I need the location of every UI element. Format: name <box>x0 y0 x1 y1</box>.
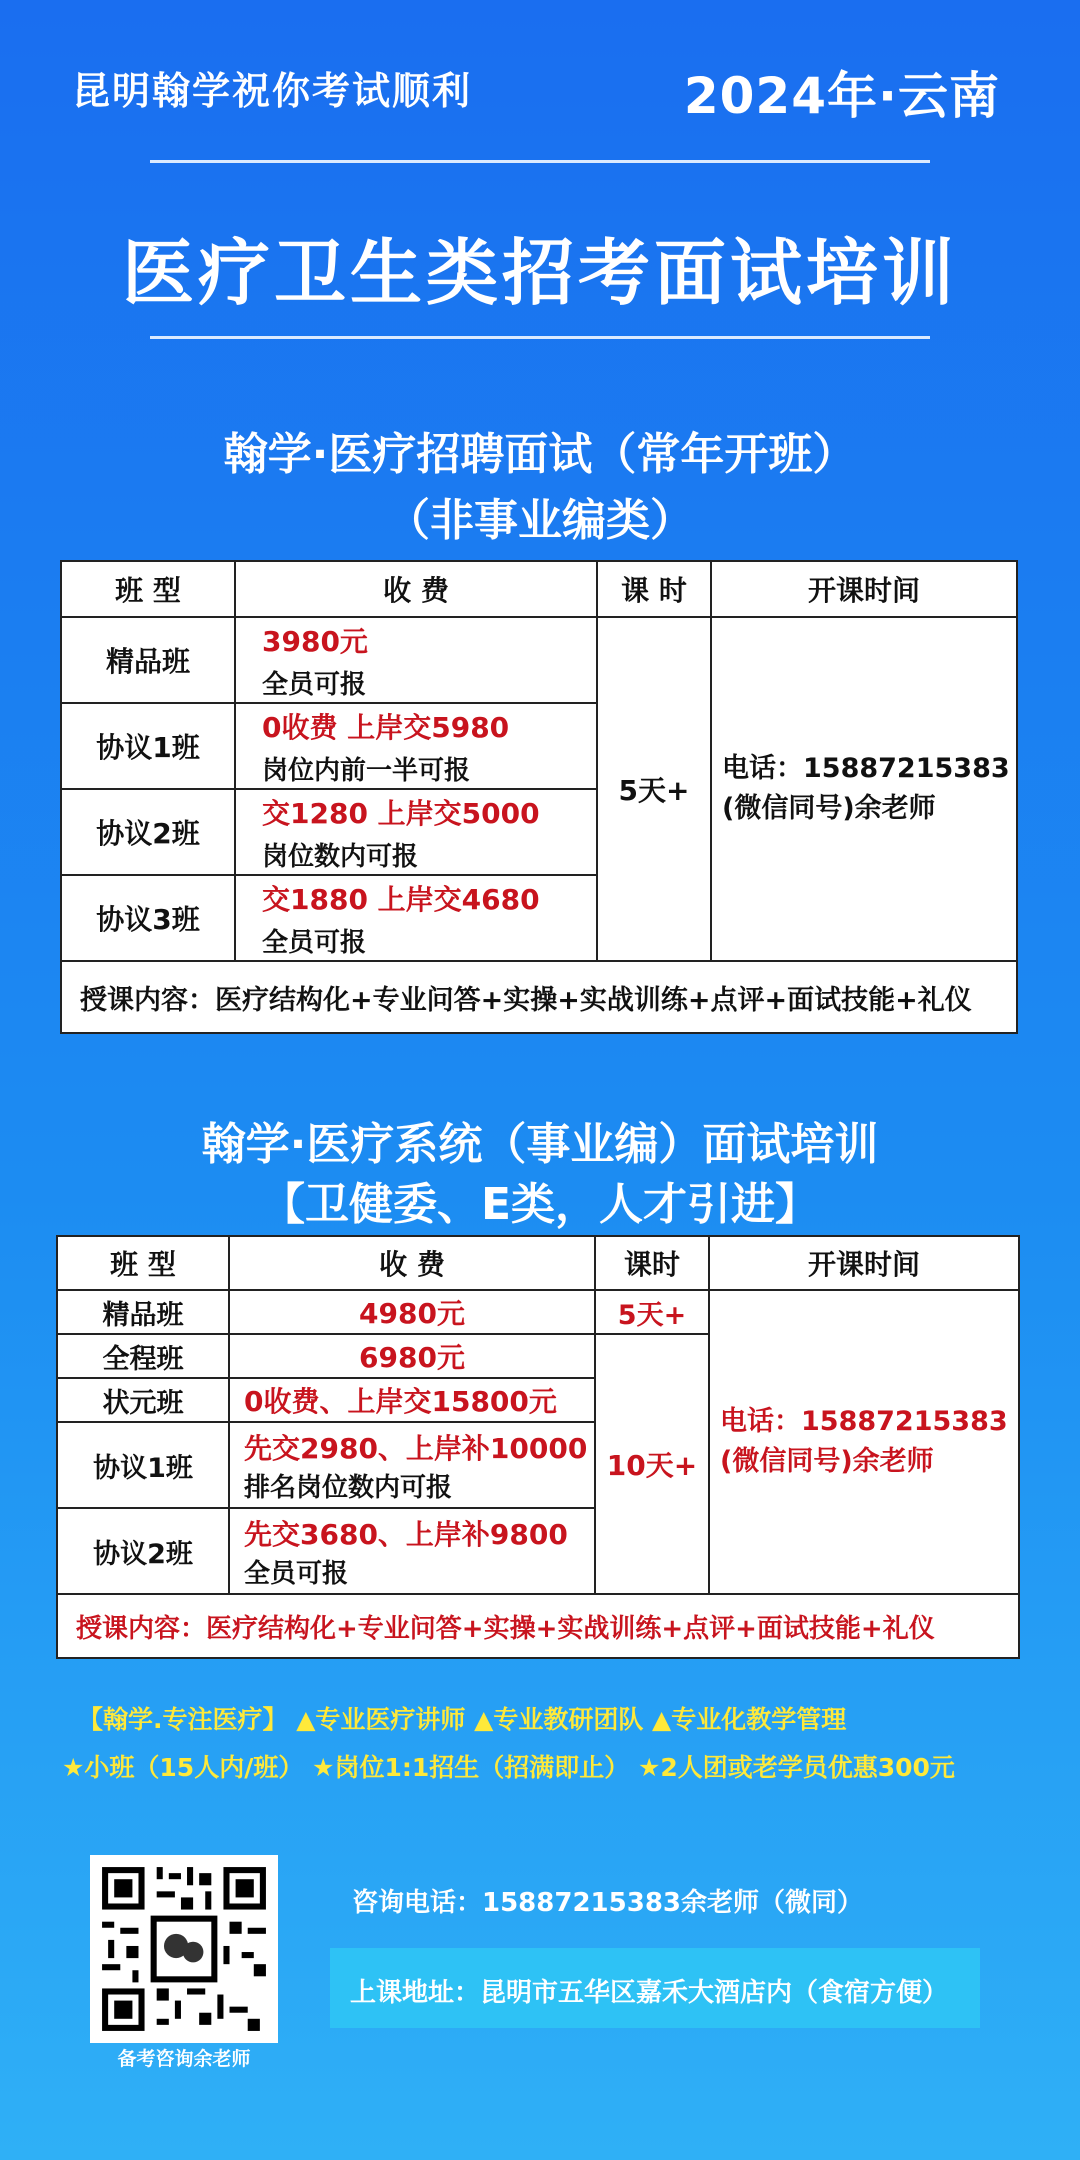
fee-main: 交1880 上岸交4680 <box>262 882 540 916</box>
class-type: 协议2班 <box>57 1508 229 1594</box>
class-type: 全程班 <box>57 1334 229 1378</box>
class-address: 上课地址：昆明市五华区嘉禾大酒店内（食宿方便） <box>350 1978 949 2008</box>
contact-wechat: (微信同号)余老师 <box>720 1446 934 1477</box>
section2-table <box>56 1235 1020 1659</box>
class-type: 协议1班 <box>57 1422 229 1508</box>
class-type: 协议1班 <box>61 703 235 789</box>
table-row <box>61 617 1017 703</box>
fee-main: 0收费 上岸交5980 <box>262 710 510 744</box>
header-fee: 收 费 <box>235 561 597 617</box>
contact-cell <box>711 617 1017 961</box>
contact-cell <box>709 1290 1019 1594</box>
qr-code <box>90 1855 278 2043</box>
fee-note: 全员可报 <box>262 669 367 700</box>
section2-subtitle: 【卫健委、E类，人才引进】 <box>260 1179 820 1230</box>
header-hours: 课 时 <box>597 561 711 617</box>
qr-code-pattern <box>96 1861 272 2037</box>
fee-note: 全员可报 <box>262 927 367 958</box>
table-row <box>57 1290 1019 1334</box>
features-line-1: 【翰学.专注医疗】 ▲专业医疗讲师 ▲专业教研团队 ▲专业化教学管理 <box>78 1705 847 1734</box>
slogan: 昆明翰学祝你考试顺利 <box>72 69 473 113</box>
contact-phone: 电话：15887215383 <box>722 753 1010 784</box>
fee-main: 3980元 <box>262 624 368 658</box>
course-content: 授课内容：医疗结构化+专业问答+实操+实战训练+点评+面试技能+礼仪 <box>57 1594 1019 1658</box>
class-type: 协议3班 <box>61 875 235 961</box>
fee-note: 岗位数内可报 <box>262 841 419 872</box>
divider-bottom <box>150 336 930 339</box>
section1-subtitle: （非事业编类） <box>386 495 694 546</box>
course-content: 授课内容：医疗结构化+专业问答+实操+实战训练+点评+面试技能+礼仪 <box>61 961 1017 1033</box>
class-type: 状元班 <box>57 1378 229 1422</box>
fee-main: 0收费、上岸交15800元 <box>244 1385 557 1418</box>
qr-caption: 备考咨询余老师 <box>117 2048 251 2070</box>
contact-wechat: (微信同号)余老师 <box>722 793 936 824</box>
section2-title: 翰学·医疗系统（事业编）面试培训 <box>201 1119 879 1170</box>
fee-main: 先交2980、上岸补10000 <box>244 1431 588 1465</box>
contact-phone: 电话：15887215383 <box>720 1406 1008 1437</box>
fee-main: 交1280 上岸交5000 <box>262 796 540 830</box>
header-hours: 课时 <box>595 1236 709 1290</box>
class-type: 精品班 <box>61 617 235 703</box>
class-type: 精品班 <box>57 1290 229 1334</box>
header-start-time: 开课时间 <box>709 1236 1019 1290</box>
header-fee: 收 费 <box>229 1236 595 1290</box>
fee-main: 6980元 <box>229 1334 595 1378</box>
consult-phone: 咨询电话：15887215383余老师（微同） <box>352 1888 863 1918</box>
section1-title: 翰学·医疗招聘面试（常年开班） <box>223 429 857 480</box>
header-class-type: 班 型 <box>61 561 235 617</box>
page-title: 医疗卫生类招考面试培训 <box>121 231 958 315</box>
class-type: 协议2班 <box>61 789 235 875</box>
features-line-2: ★小班（15人内/班） ★岗位1:1招生（招满即止） ★2人团或老学员优惠300元 <box>62 1753 955 1782</box>
header-start-time: 开课时间 <box>711 561 1017 617</box>
header-class-type: 班 型 <box>57 1236 229 1290</box>
fee-main: 先交3680、上岸补9800 <box>244 1517 568 1551</box>
divider-top <box>150 160 930 163</box>
year-region: 2024年·云南 <box>683 67 1000 125</box>
hours-cell: 5天+ <box>597 617 711 961</box>
hours-cell: 5天+ <box>595 1290 709 1334</box>
fee-note: 全员可报 <box>244 1558 349 1589</box>
fee-note: 排名岗位数内可报 <box>244 1472 453 1503</box>
fee-main: 4980元 <box>229 1290 595 1334</box>
fee-note: 岗位内前一半可报 <box>262 755 471 786</box>
hours-cell: 10天+ <box>595 1334 709 1594</box>
section1-table <box>60 560 1018 1034</box>
